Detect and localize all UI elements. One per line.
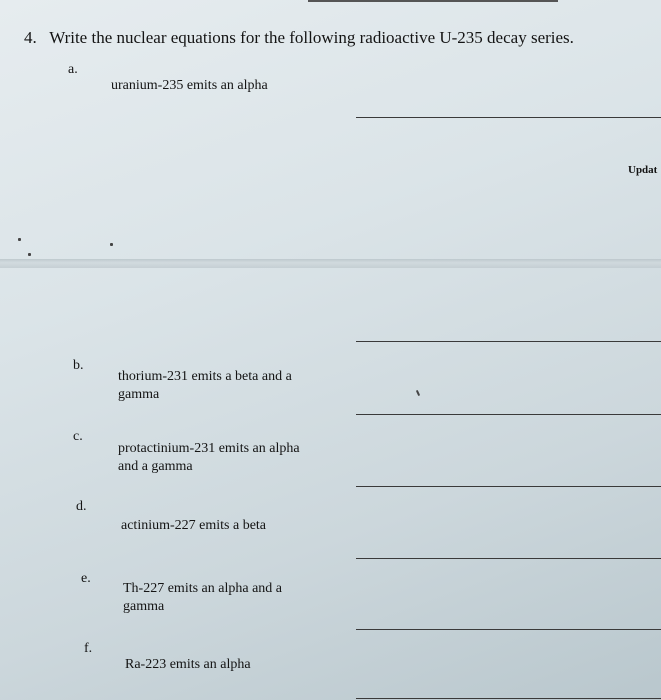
item-e-prompt-line1: Th-227 emits an alpha and a — [123, 581, 283, 596]
answer-line-f[interactable] — [356, 698, 661, 699]
dust-speck — [18, 238, 21, 241]
item-a-label: a. — [68, 62, 78, 77]
top-border-line — [308, 0, 558, 2]
question-number: 4. — [24, 28, 37, 47]
update-overlay-text: Updat — [628, 164, 658, 176]
answer-line-c[interactable] — [356, 486, 661, 487]
item-b-label: b. — [73, 358, 84, 373]
answer-line-b[interactable] — [356, 414, 661, 415]
item-c-label: c. — [73, 429, 83, 444]
answer-line-a[interactable] — [356, 117, 661, 118]
dust-speck — [110, 243, 113, 246]
answer-line-d[interactable] — [356, 558, 661, 559]
item-c-prompt-line1: protactinium-231 emits an alpha — [118, 441, 300, 456]
item-e-prompt-line2: gamma — [123, 599, 165, 614]
question-text: Write the nuclear equations for the following radioactive U-235 decay series. — [49, 28, 574, 47]
item-d-prompt: actinium-227 emits a beta — [121, 518, 267, 533]
item-e-label: e. — [81, 571, 91, 586]
item-d-label: d. — [76, 499, 87, 514]
item-a-prompt: uranium-235 emits an alpha — [111, 78, 268, 93]
answer-line-e[interactable] — [356, 629, 661, 630]
paper-fold-crease — [0, 259, 661, 268]
item-f-prompt: Ra-223 emits an alpha — [125, 657, 251, 672]
item-b-prompt-line2: gamma — [118, 387, 160, 402]
item-b-prompt-line1: thorium-231 emits a beta and a — [118, 369, 292, 384]
question-heading — [24, 27, 574, 48]
pen-mark — [416, 390, 420, 396]
dust-speck — [28, 253, 31, 256]
answer-line-a-lower[interactable] — [356, 341, 661, 342]
item-f-label: f. — [84, 641, 93, 656]
item-c-prompt-line2: and a gamma — [118, 459, 193, 474]
